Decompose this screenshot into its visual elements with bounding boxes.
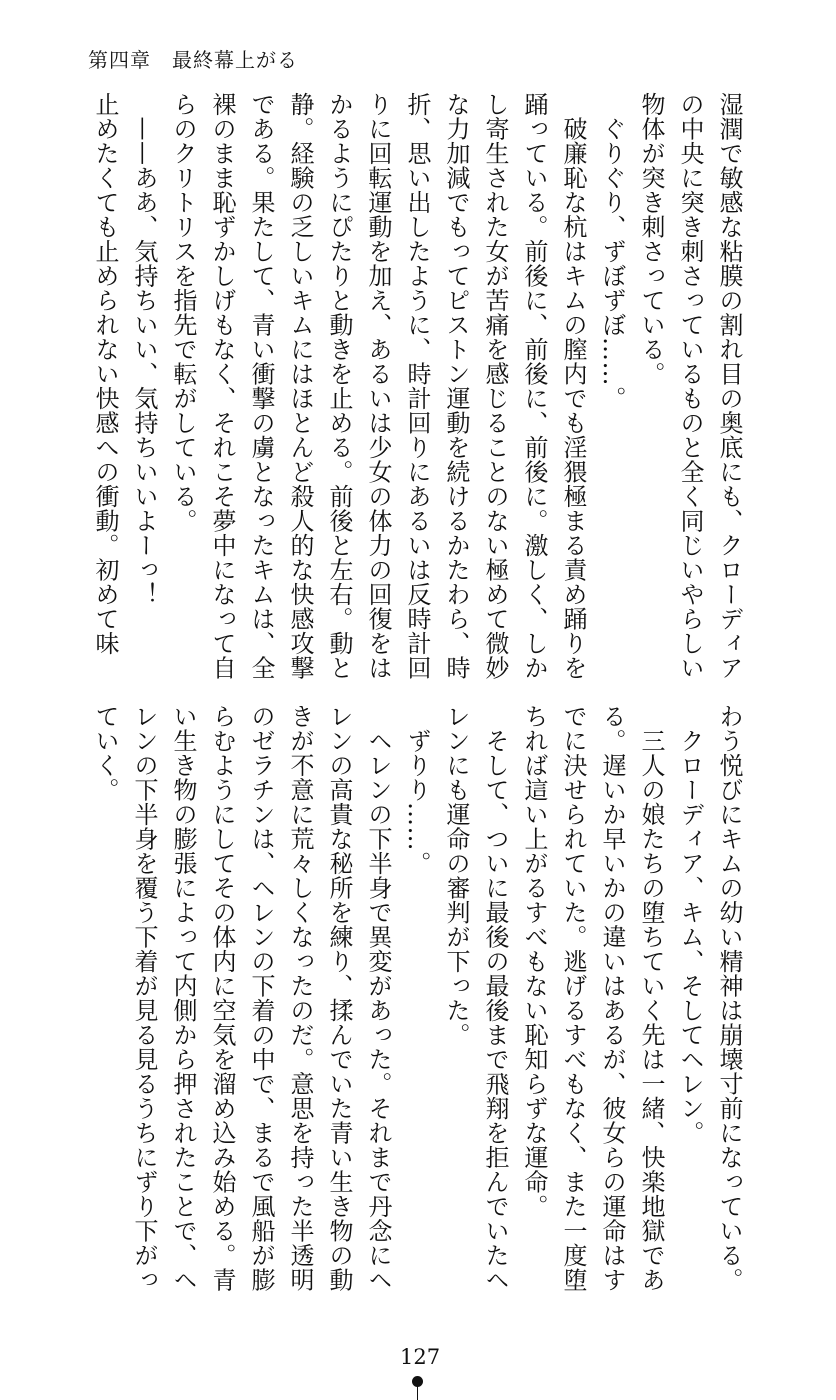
text-column: 踊っている。前後に、前後に、前後に。激しく、しか — [520, 92, 548, 680]
text-column: る。遅いか早いかの違いはあるが、彼女らの運命はす — [598, 704, 626, 1292]
text-column: い生き物の膨張によって内側から押されたことで、ヘ — [169, 704, 197, 1292]
text-column: ていく。 — [91, 704, 119, 802]
text-column: ヘレンの下半身で異変があった。それまで丹念にヘ — [364, 704, 392, 1292]
text-column: な力加減でもってピストン運動を続けるかたわら、時 — [442, 92, 470, 680]
text-column: きが不意に荒々しくなったのだ。意思を持った半透明 — [286, 704, 314, 1292]
chapter-header: 第四章 最終幕上がる — [88, 48, 298, 72]
text-column: ——ああ、気持ちいい、気持ちいいよーっ！ — [130, 92, 158, 607]
text-block-top — [84, 92, 748, 692]
text-column: らむようにしてその体内に空気を溜め込み始める。青 — [208, 704, 236, 1292]
text-column: 物体が突き刺さっている。 — [637, 92, 665, 386]
text-column: 湿潤で敏感な粘膜の割れ目の奥底にも、クローディア — [715, 92, 743, 680]
page-number: 127 — [400, 1345, 441, 1369]
text-column: りに回転運動を加え、あるいは少女の体力の回復をは — [364, 92, 392, 680]
text-column: 三人の娘たちの堕ちていく先は一緒、快楽地獄であ — [637, 704, 665, 1292]
text-column: かるようにぴたりと動きを止める。前後と左右。動と — [325, 92, 353, 680]
text-column: そして、ついに最後の最後まで飛翔を拒んでいたヘ — [481, 704, 509, 1292]
text-column: レンの高貴な秘所を練り、揉んでいた青い生き物の動 — [325, 704, 353, 1292]
text-column: し寄生された女が苦痛を感じることのない極めて微妙 — [481, 92, 509, 680]
text-column: である。果たして、青い衝撃の虜となったキムは、全 — [247, 92, 275, 680]
text-block-bottom — [84, 704, 748, 1304]
text-column: ぐりぐり、ずぼずぼ……。 — [598, 92, 626, 411]
text-column: ずりり……。 — [403, 704, 431, 876]
text-column: ちれば這い上がるすべもない恥知らずな運命。 — [520, 704, 548, 1219]
text-column: の中央に突き刺さっているものと全く同じいやらしい — [676, 92, 704, 680]
text-column: クローディア、キム、そしてヘレン。 — [676, 704, 704, 1145]
text-column: でに決せられていた。逃げるすべもなく、また一度堕 — [559, 704, 587, 1292]
text-column: のゼラチンは、ヘレンの下着の中で、まるで風船が膨 — [247, 704, 275, 1292]
text-column: レンの下半身を覆う下着が見る見るうちにずり下がっ — [130, 704, 158, 1292]
text-column: 止めたくても止められない快感への衝動。初めて味 — [91, 92, 119, 656]
text-column: 裸のまま恥ずかしげもなく、それこそ夢中になって自 — [208, 92, 236, 680]
text-column: らのクリトリスを指先で転がしている。 — [169, 92, 197, 533]
text-column: 静。経験の乏しいキムにはほとんど殺人的な快感攻撃 — [286, 92, 314, 680]
text-column: わう悦びにキムの幼い精神は崩壊寸前になっている。 — [715, 704, 743, 1292]
text-column: 破廉恥な杭はキムの膣内でも淫猥極まる責め踊りを — [559, 92, 587, 680]
text-column: レンにも運命の審判が下った。 — [442, 704, 470, 1047]
text-column: 折、思い出したように、時計回りにあるいは反時計回 — [403, 92, 431, 680]
page-marker-line — [417, 1386, 418, 1400]
